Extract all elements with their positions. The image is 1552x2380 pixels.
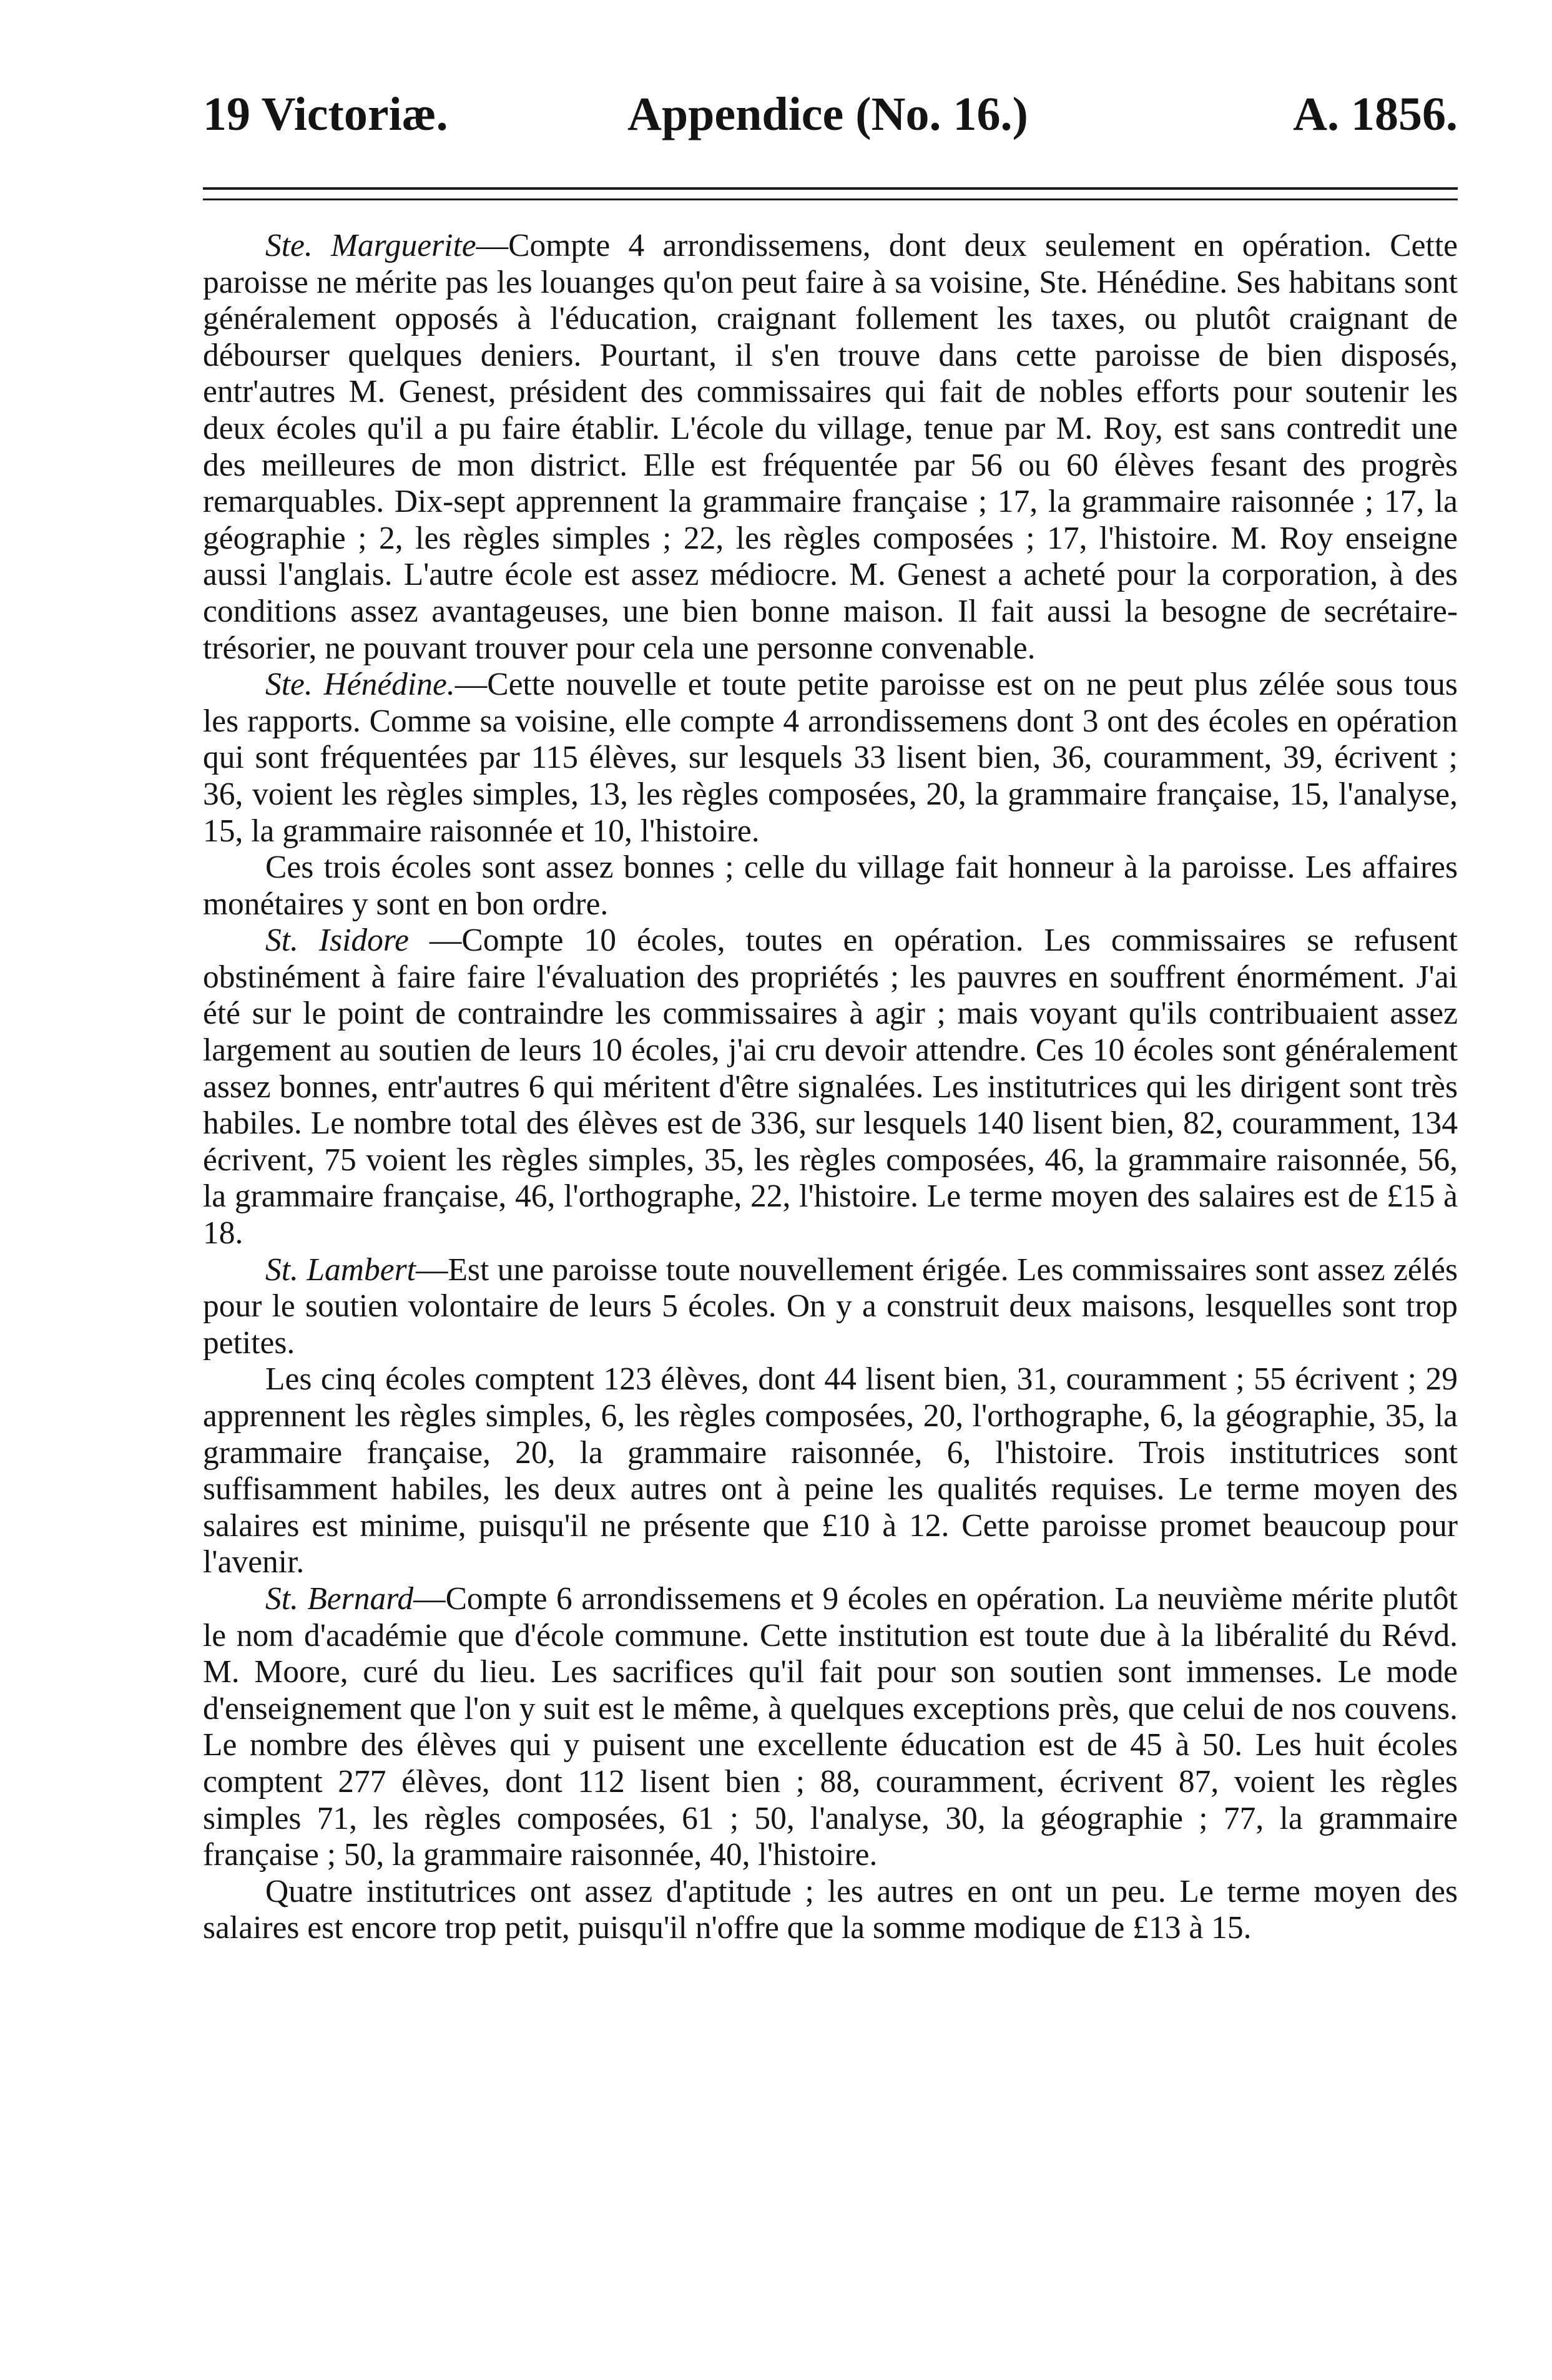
paragraph-ste-henedine: [203, 667, 1458, 850]
paragraph-text: —Est une paroisse toute nouvellement érigée. Les commissaires sont assez zélés pour le soutien volontaire de leurs 5 écoles. On y a construit deux maisons, lesquelles sont trop petites.: [203, 1251, 1458, 1361]
paragraph-text: —Compte 10 écoles, toutes en opération. Les commissaires se refusent obstinément à faire faire l'évaluation des propriétés ; les pauvres en souffrent énormément. J'ai été sur le point de contraindre les commissaires à agir ; mais voyant qu'ils contribuaient assez largement au soutien de leurs 10 écoles, j'ai cru devoir attendre. Ces 10 écoles sont généralement assez bonnes, entr'autres 6 qui méritent d'être signalées. Les institutrices qui les dirigent sont très habiles. Le nombre total des élèves est de 336, sur lesquels 140 lisent bien, 82, couramment, 134 écrivent, 75 voient les règles simples, 35, les règles composées, 46, la grammaire raisonnée, 56, la grammaire française, 46, l'orthographe, 22, l'histoire. Le terme moyen des salaires est de £15 à 18.: [203, 923, 1458, 1251]
body-text: [203, 228, 1458, 1947]
parish-name: St. Bernard: [265, 1580, 414, 1617]
paragraph-cinq-ecoles: [203, 1361, 1458, 1581]
parish-name: St. Lambert: [265, 1251, 416, 1288]
header-year: A. 1856.: [1293, 88, 1458, 140]
header-rule-bottom: [203, 198, 1458, 200]
header-regnal-year: 19 Victoriæ.: [203, 88, 448, 140]
parish-name: Ste. Marguerite: [265, 228, 476, 263]
running-header: [203, 87, 1458, 156]
paragraph-text: Ces trois écoles sont assez bonnes ; celle du village fait honneur à la paroisse. Les affaires monétaires y sont en bon ordre.: [203, 850, 1458, 922]
parish-name: Ste. Hénédine.: [265, 667, 455, 703]
header-appendix-number: Appendice (No. 16.): [627, 88, 1028, 140]
paragraph-text: —Compte 4 arrondissemens, dont deux seulement en opération. Cette paroisse ne mérite pas les louanges qu'on peut faire à sa voisine, Ste. Hénédine. Ses habitans sont généralement opposés à l'éducation, craignant follement les taxes, ou plutôt craignant de débourser quelques deniers. Pourtant, il s'en trouve dans cette paroisse de bien disposés, entr'autres M. Genest, président des commissaires qui fait de nobles efforts pour soutenir les deux écoles qu'il a pu faire établir. L'école du village, tenue par M. Roy, est sans contredit une des meilleures de mon district. Elle est fréquentée par 56 ou 60 élèves fesant des progrès remarquables. Dix-sept apprennent la grammaire française ; 17, la grammaire raisonnée ; 17, la géographie ; 2, les règles simples ; 22, les règles composées ; 17, l'histoire. M. Roy enseigne aussi l'anglais. L'autre école est assez médiocre. M. Genest a acheté pour la corporation, à des conditions assez avantageuses, une bien bonne maison. Il fait aussi la besogne de secrétaire-trésorier, ne pouvant trouver pour cela une personne convenable.: [203, 228, 1458, 666]
paragraph-ste-marguerite: [203, 228, 1458, 667]
paragraph-st-bernard: [203, 1581, 1458, 1874]
paragraph-trois-ecoles: [203, 850, 1458, 923]
header-rule-top: [203, 187, 1458, 190]
paragraph-text: Quatre institutrices ont assez d'aptitude ; les autres en ont un peu. Le terme moyen des salaires est encore trop petit, puisqu'il n'offre que la somme modique de £13 à 15.: [203, 1873, 1458, 1946]
parish-name: St. Isidore: [265, 923, 409, 959]
paragraph-text: —Compte 6 arrondissemens et 9 écoles en opération. La neuvième mérite plutôt le nom d'académie que d'école commune. Cette institution est toute due à la libéralité du Révd. M. Moore, curé du lieu. Les sacrifices qu'il fait pour son soutien sont immenses. Le mode d'enseignement que l'on y suit est le même, à quelques exceptions près, que celui de nos couvens. Le nombre des élèves qui y puisent une excellente éducation est de 45 à 50. Les huit écoles comptent 277 élèves, dont 112 lisent bien ; 88, couramment, écrivent 87, voient les règles simples 71, les règles composées, 61 ; 50, l'analyse, 30, la géographie ; 77, la grammaire française ; 50, la grammaire raisonnée, 40, l'histoire.: [203, 1580, 1458, 1873]
paragraph-text: Les cinq écoles comptent 123 élèves, dont 44 lisent bien, 31, couramment ; 55 écrivent ; 29 apprennent les règles simples, 6, les règles composées, 20, l'orthographe, 6, la géographie, 35, la grammaire française, 20, la grammaire raisonnée, 6, l'histoire. Trois institutrices sont suffisamment habiles, les deux autres ont à peine les qualités requises. Le terme moyen des salaires est minime, puisqu'il ne présente que £10 à 12. Cette paroisse promet beaucoup pour l'avenir.: [203, 1361, 1458, 1580]
paragraph-st-lambert: [203, 1252, 1458, 1362]
paragraph-text: —Cette nouvelle et toute petite paroisse est on ne peut plus zélée sous tous les rapports. Comme sa voisine, elle compte 4 arrondissemens dont 3 ont des écoles en opération qui sont fréquentées par 115 élèves, sur lesquels 33 lisent bien, 36, couramment, 39, écrivent ; 36, voient les règles simples, 13, les règles composées, 20, la grammaire française, 15, l'analyse, 15, la grammaire raisonnée et 10, l'histoire.: [203, 667, 1458, 849]
paragraph-st-isidore: [203, 923, 1458, 1251]
paragraph-quatre-institutrices: [203, 1874, 1458, 1947]
